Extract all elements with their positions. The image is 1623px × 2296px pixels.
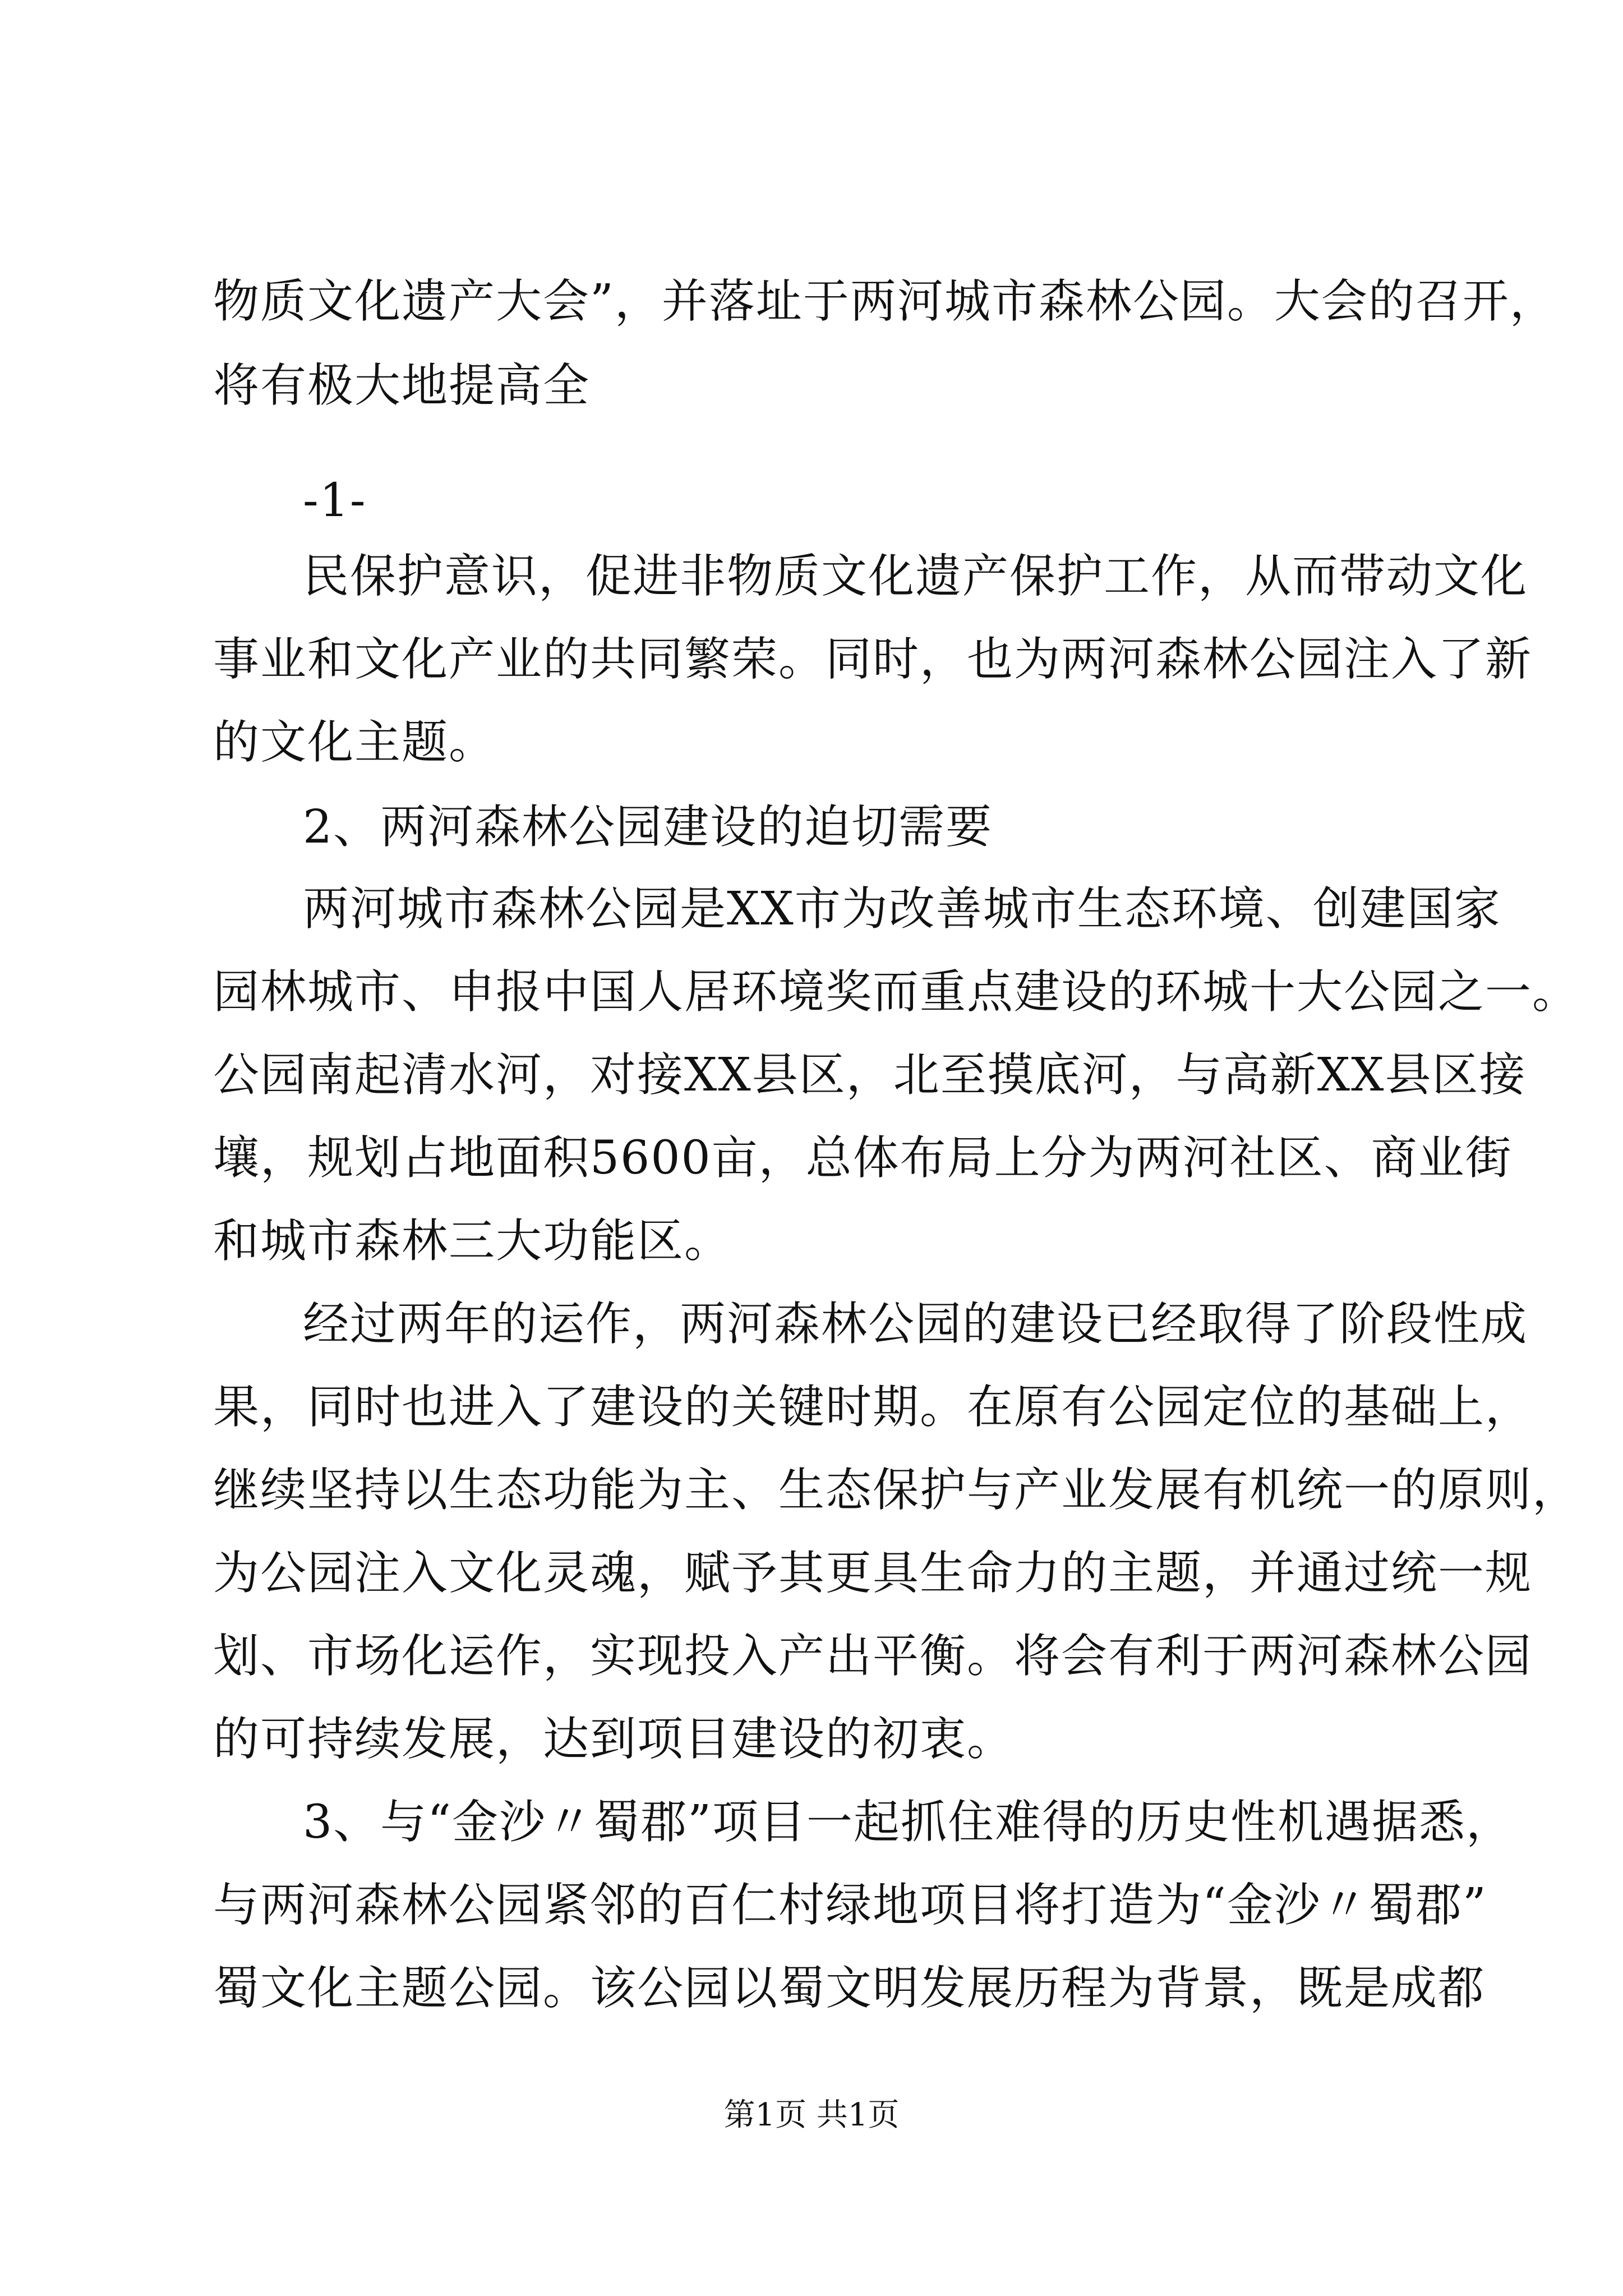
text-line: 蜀文化主题公园。该公园以蜀文明发展历程为背景，既是成都 xyxy=(213,1962,1486,2015)
text-line: 继续坚持以生态功能为主、生态保护与产业发展有机统一的原则， xyxy=(213,1464,1580,1517)
text-line: 的文化主题。 xyxy=(213,716,496,769)
text-line: 划、市场化运作，实现投入产出平衡。将会有利于两河森林公园 xyxy=(213,1630,1533,1683)
text-line: 壤，规划占地面积5600亩，总体布局上分为两河社区、商业街 xyxy=(213,1131,1513,1185)
text-line: 将有极大地提高全 xyxy=(213,359,591,412)
page-number-marker: -1- xyxy=(303,474,367,527)
text-line: 公园南起清水河，对接XX县区，北至摸底河，与高新XX县区接 xyxy=(213,1048,1527,1102)
page-footer: 第1页 共1页 xyxy=(723,2097,900,2133)
text-line: 事业和文化产业的共同繁荣。同时，也为两河森林公园注入了新 xyxy=(213,633,1533,686)
text-line: 果，同时也进入了建设的关键时期。在原有公园定位的基础上， xyxy=(213,1381,1533,1434)
section-heading: 2、两河森林公园建设的迫切需要 xyxy=(303,800,993,854)
text-line: 两河城市森林公园是XX市为改善城市生态环境、创建国家 xyxy=(303,882,1501,936)
text-line: 物质文化遗产大会”，并落址于两河城市森林公园。大会的召开， xyxy=(213,275,1557,328)
text-line: 为公园注入文化灵魂，赋予其更具生命力的主题，并通过统一规 xyxy=(213,1547,1533,1600)
text-line: 民保护意识，促进非物质文化遗产保护工作，从而带动文化 xyxy=(303,550,1528,603)
text-line: 园林城市、申报中国人居环境奖而重点建设的环城十大公园之一。 xyxy=(213,965,1580,1019)
text-line: 经过两年的运作，两河森林公园的建设已经取得了阶段性成 xyxy=(303,1297,1528,1351)
text-line: 的可持续发展，达到项目建设的初衷。 xyxy=(213,1713,1015,1766)
section-heading: 3、与“金沙〃蜀郡”项目一起抓住难得的历史性机遇据悉， xyxy=(303,1796,1514,1849)
text-line: 与两河森林公园紧邻的百仁村绿地项目将打造为“金沙〃蜀郡” xyxy=(213,1879,1487,1932)
text-line: 和城市森林三大功能区。 xyxy=(213,1214,732,1268)
